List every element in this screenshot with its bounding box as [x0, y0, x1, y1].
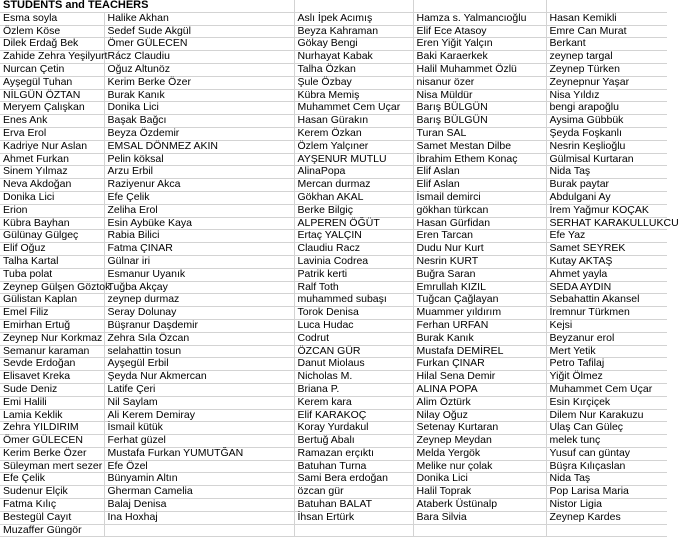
table-row — [0, 204, 667, 217]
cell[interactable]: Eren Tarcan — [413, 230, 546, 243]
cell[interactable]: Kejsi — [546, 319, 667, 332]
table-row — [0, 460, 667, 473]
cell[interactable]: Balaj Denisa — [104, 499, 294, 512]
cell[interactable]: Ahmet Furkan — [0, 153, 104, 166]
cell[interactable] — [294, 0, 413, 12]
cell[interactable]: Talha Kartal — [0, 255, 104, 268]
cell[interactable]: Turan SAL — [413, 127, 546, 140]
cell[interactable]: Nil Saylam — [104, 396, 294, 409]
cell[interactable]: Beyza Özdemir — [104, 127, 294, 140]
cell[interactable]: Elif Aslan — [413, 179, 546, 192]
cell[interactable]: Yusuf can güntay — [546, 447, 667, 460]
cell[interactable]: Şeyda Nur Akmercan — [104, 371, 294, 384]
table-row — [0, 422, 667, 435]
cell[interactable]: Danut Miolaus — [294, 358, 413, 371]
cell[interactable]: Kerem kara — [294, 396, 413, 409]
cell[interactable]: Şeyda Foşkanlı — [546, 127, 667, 140]
cell[interactable]: Emrullah KIZIL — [413, 281, 546, 294]
cell[interactable]: Hasan Kemikli — [546, 12, 667, 25]
cell[interactable]: zeynep durmaz — [104, 294, 294, 307]
cell[interactable]: Sevde Erdoğan — [0, 358, 104, 371]
cell[interactable]: Halil Muhammet Özlü — [413, 63, 546, 76]
table-row — [0, 102, 667, 115]
table-row — [0, 191, 667, 204]
cell[interactable]: ALINA POPA — [413, 383, 546, 396]
cell[interactable]: SERHAT KARAKULLUKCU — [546, 217, 667, 230]
table-row — [0, 396, 667, 409]
cell[interactable]: Muzaffer Güngör — [0, 524, 104, 537]
cell[interactable]: Zeynep Nur Korkmaz — [0, 332, 104, 345]
cell[interactable]: Koray Yurdakul — [294, 422, 413, 435]
cell[interactable]: Kübra Memiş — [294, 89, 413, 102]
cell[interactable]: Zeynep Türken — [546, 63, 667, 76]
table-row — [0, 179, 667, 192]
cell[interactable]: Ömer GÜLECEN — [0, 435, 104, 448]
cell[interactable]: Elif Ece Atasoy — [413, 25, 546, 38]
cell[interactable]: Elif KARAKOÇ — [294, 409, 413, 422]
cell[interactable]: Ferhat güzel — [104, 435, 294, 448]
cell[interactable]: Batuhan BALAT — [294, 499, 413, 512]
cell[interactable] — [546, 0, 667, 12]
table-row — [0, 409, 667, 422]
table-row — [0, 217, 667, 230]
cell[interactable]: melek tunç — [546, 435, 667, 448]
cell[interactable]: Özlem Köse — [0, 25, 104, 38]
cell[interactable]: Hamza s. Yalmancıoğlu — [413, 12, 546, 25]
table-row — [0, 435, 667, 448]
cell[interactable]: Aysima Gübbük — [546, 115, 667, 128]
table-row — [0, 473, 667, 486]
cell[interactable]: Melike nur çolak — [413, 460, 546, 473]
cell[interactable]: Kübra Bayhan — [0, 217, 104, 230]
cell[interactable]: Setenay Kurtaran — [413, 422, 546, 435]
cell[interactable]: Gherman Camelia — [104, 486, 294, 499]
cell[interactable]: Elif Oğuz — [0, 243, 104, 256]
cell[interactable]: Ayşegül Erbil — [104, 358, 294, 371]
cell[interactable]: Ferhan URFAN — [413, 319, 546, 332]
cell[interactable]: SEDA AYDIN — [546, 281, 667, 294]
cell[interactable]: Emirhan Ertuğ — [0, 319, 104, 332]
cell[interactable]: Burak Kanık — [104, 89, 294, 102]
cell[interactable]: AYŞENUR MUTLU — [294, 153, 413, 166]
cell[interactable]: Emi Halili — [0, 396, 104, 409]
cell[interactable]: Dilek Erdağ Bek — [0, 38, 104, 51]
cell[interactable]: Beyzanur erol — [546, 332, 667, 345]
cell[interactable]: Ramazan erçıktı — [294, 447, 413, 460]
cell[interactable]: Hasan Gürakın — [294, 115, 413, 128]
cell[interactable]: Zeynep Kardes — [546, 511, 667, 524]
cell[interactable]: Seray Dolunay — [104, 307, 294, 320]
cell[interactable]: Ataberk Üstünalp — [413, 499, 546, 512]
table-row — [0, 115, 667, 128]
cell[interactable]: Gülmisal Kurtaran — [546, 153, 667, 166]
cell[interactable]: Ahmet yayla — [546, 268, 667, 281]
cell[interactable]: Petro Tafilaj — [546, 358, 667, 371]
cell[interactable]: Donika Lici — [0, 191, 104, 204]
cell[interactable]: Beyza Kahraman — [294, 25, 413, 38]
cell[interactable]: Nida Taş — [546, 166, 667, 179]
cell[interactable]: Nisa Müldür — [413, 89, 546, 102]
sheet-title[interactable]: STUDENTS and TEACHERS — [0, 0, 294, 12]
cell[interactable]: Gökhan AKAL — [294, 191, 413, 204]
cell[interactable]: Hasan Gürfidan — [413, 217, 546, 230]
cell[interactable]: Pop Larisa Maria — [546, 486, 667, 499]
table-row — [0, 332, 667, 345]
cell[interactable]: Sedef Sude Akgül — [104, 25, 294, 38]
table-row — [0, 89, 667, 102]
cell[interactable]: Samet Mestan Dilbe — [413, 140, 546, 153]
cell[interactable]: Nesrin Keşlioğlu — [546, 140, 667, 153]
cell[interactable]: Muhammet Cem Uçar — [294, 102, 413, 115]
cell[interactable]: ÖZCAN GÜR — [294, 345, 413, 358]
cell[interactable]: Efe Özel — [104, 460, 294, 473]
cell[interactable]: Ulaş Can Güleç — [546, 422, 667, 435]
table-row — [0, 307, 667, 320]
cell[interactable]: Dudu Nur Kurt — [413, 243, 546, 256]
cell[interactable]: NİLGÜN ÖZTAN — [0, 89, 104, 102]
cell[interactable]: Nicholas M. — [294, 371, 413, 384]
table-row — [0, 268, 667, 281]
cell[interactable]: Nistor Ligia — [546, 499, 667, 512]
cell[interactable]: Fatma ÇINAR — [104, 243, 294, 256]
cell[interactable]: Burak paytar — [546, 179, 667, 192]
cell[interactable]: Sinem Yılmaz — [0, 166, 104, 179]
cell[interactable]: Büşranur Daşdemir — [104, 319, 294, 332]
cell[interactable]: selahattin tosun — [104, 345, 294, 358]
cell[interactable]: Sami Bera erdoğan — [294, 473, 413, 486]
cell[interactable]: İsmail demirci — [413, 191, 546, 204]
table-row — [0, 63, 667, 76]
cell[interactable] — [546, 524, 667, 537]
cell[interactable]: Şule Özbay — [294, 76, 413, 89]
cell[interactable]: Tuba polat — [0, 268, 104, 281]
cell[interactable]: Erva Erol — [0, 127, 104, 140]
cell[interactable]: Nisa Yıldız — [546, 89, 667, 102]
cell[interactable]: Kutay AKTAŞ — [546, 255, 667, 268]
cell[interactable]: İhsan Ertürk — [294, 511, 413, 524]
cell[interactable]: Efe Çelik — [104, 191, 294, 204]
cell[interactable]: Sudenur Elçik — [0, 486, 104, 499]
cell[interactable]: Bünyamin Altın — [104, 473, 294, 486]
cell[interactable]: Nurhayat Kabak — [294, 51, 413, 64]
cell[interactable]: Halike Akhan — [104, 12, 294, 25]
table-row — [0, 255, 667, 268]
table-row — [0, 319, 667, 332]
table-row — [0, 166, 667, 179]
cell[interactable]: Başak Bağcı — [104, 115, 294, 128]
cell[interactable]: Gökay Bengi — [294, 38, 413, 51]
cell[interactable]: Enes Ank — [0, 115, 104, 128]
cell[interactable]: Bertuğ Abalı — [294, 435, 413, 448]
table-row — [0, 127, 667, 140]
cell[interactable]: gökhan türkcan — [413, 204, 546, 217]
cell[interactable]: Mert Yetik — [546, 345, 667, 358]
cell[interactable]: Barış BÜLGÜN — [413, 102, 546, 115]
table-row — [0, 358, 667, 371]
cell[interactable]: Berke Bilgiç — [294, 204, 413, 217]
title-row — [0, 0, 667, 12]
cell[interactable]: Zehra YILDIRIM — [0, 422, 104, 435]
cell[interactable]: İbrahim Ethem Konaç — [413, 153, 546, 166]
table-row — [0, 76, 667, 89]
cell[interactable]: Elisavet Kreka — [0, 371, 104, 384]
cell[interactable]: Dilem Nur Karakuzu — [546, 409, 667, 422]
cell[interactable]: Barış BÜLGÜN — [413, 115, 546, 128]
cell[interactable]: İremnur Türkmen — [546, 307, 667, 320]
cell[interactable] — [413, 0, 546, 12]
cell[interactable]: Emel Filiz — [0, 307, 104, 320]
table-row — [0, 294, 667, 307]
cell[interactable]: Abdulgani Ay — [546, 191, 667, 204]
cell[interactable]: Zahide Zehra Yeşilyurt — [0, 51, 104, 64]
table-row — [0, 383, 667, 396]
cell[interactable]: Samet SEYREK — [546, 243, 667, 256]
cell[interactable]: bengi arapoğlu — [546, 102, 667, 115]
cell[interactable]: özcan gür — [294, 486, 413, 499]
table-row — [0, 230, 667, 243]
cell[interactable]: Oğuz Altunöz — [104, 63, 294, 76]
table-row — [0, 140, 667, 153]
cell[interactable]: İrem Yağmur KOÇAK — [546, 204, 667, 217]
cell[interactable]: Patrik kerti — [294, 268, 413, 281]
cell[interactable]: Halil Toprak — [413, 486, 546, 499]
cell[interactable]: Gülnar iri — [104, 255, 294, 268]
cell[interactable]: Rabia Bilici — [104, 230, 294, 243]
table-row — [0, 524, 667, 537]
cell[interactable]: Ayşegül Tuhan — [0, 76, 104, 89]
cell[interactable]: Özlem Yalçıner — [294, 140, 413, 153]
cell[interactable]: Süleyman mert sezer — [0, 460, 104, 473]
cell[interactable]: Alim Öztürk — [413, 396, 546, 409]
cell[interactable]: AlinaPopa — [294, 166, 413, 179]
table-row — [0, 345, 667, 358]
table-row — [0, 38, 667, 51]
cell[interactable]: Kerem Özkan — [294, 127, 413, 140]
cell[interactable]: Mustafa Furkan YUMUTĞAN — [104, 447, 294, 460]
cell[interactable]: Nilay Oğuz — [413, 409, 546, 422]
table-row — [0, 25, 667, 38]
table-row — [0, 447, 667, 460]
cell[interactable]: Batuhan Turna — [294, 460, 413, 473]
cell[interactable]: Mercan durmaz — [294, 179, 413, 192]
cell[interactable]: Eren Yiğit Yalçın — [413, 38, 546, 51]
cell[interactable]: Büşra Kılıçaslan — [546, 460, 667, 473]
cell[interactable]: Mustafa DEMİREL — [413, 345, 546, 358]
cell[interactable]: Sude Deniz — [0, 383, 104, 396]
cell[interactable]: Muammer yıldırım — [413, 307, 546, 320]
cell[interactable]: Nesrin KURT — [413, 255, 546, 268]
cell[interactable]: Briana P. — [294, 383, 413, 396]
table-row — [0, 511, 667, 524]
cell[interactable]: Esma soyla — [0, 12, 104, 25]
cell[interactable]: Lamia Keklik — [0, 409, 104, 422]
cell[interactable]: Hilal Sena Demir — [413, 371, 546, 384]
cell[interactable]: Codrut — [294, 332, 413, 345]
cell[interactable]: Zeynep Meydan — [413, 435, 546, 448]
cell[interactable]: nisanur özer — [413, 76, 546, 89]
table-row — [0, 486, 667, 499]
cell[interactable]: EMSAL DÖNMEZ AKIN — [104, 140, 294, 153]
cell[interactable]: Esin Kırçiçek — [546, 396, 667, 409]
cell[interactable]: Buğra Saran — [413, 268, 546, 281]
table-row — [0, 499, 667, 512]
cell[interactable]: Tuğcan Çağlayan — [413, 294, 546, 307]
cell[interactable]: Esin Aybüke Kaya — [104, 217, 294, 230]
cell[interactable]: Esmanur Uyanık — [104, 268, 294, 281]
cell[interactable]: Elif Aslan — [413, 166, 546, 179]
cell[interactable]: Ömer GÜLECEN — [104, 38, 294, 51]
cell[interactable]: Bara Silvia — [413, 511, 546, 524]
cell[interactable]: Furkan ÇINAR — [413, 358, 546, 371]
cell[interactable]: zeynep targal — [546, 51, 667, 64]
cell[interactable]: Tuğba Akçay — [104, 281, 294, 294]
cell[interactable]: Ralf Toth — [294, 281, 413, 294]
cell[interactable]: muhammed subaşı — [294, 294, 413, 307]
cell[interactable]: Zeynep Gülşen Göztok — [0, 281, 104, 294]
cell[interactable]: Lavinia Codrea — [294, 255, 413, 268]
cell[interactable]: Nida Taş — [546, 473, 667, 486]
cell[interactable]: Ertaç YALÇIN — [294, 230, 413, 243]
cell[interactable]: Baki Karaerkek — [413, 51, 546, 64]
cell[interactable]: Talha Özkan — [294, 63, 413, 76]
cell[interactable]: Berkant — [546, 38, 667, 51]
cell[interactable]: Meryem Çalışkan — [0, 102, 104, 115]
cell[interactable]: Efe Yaz — [546, 230, 667, 243]
cell[interactable]: Bestegül Cayıt — [0, 511, 104, 524]
cell[interactable]: Luca Hudac — [294, 319, 413, 332]
cell[interactable]: Kadriye Nur Aslan — [0, 140, 104, 153]
cell[interactable]: Zeynepnur Yaşar — [546, 76, 667, 89]
cell[interactable]: Kerim Berke Özer — [104, 76, 294, 89]
cell[interactable]: Erion — [0, 204, 104, 217]
cell[interactable]: Muhammet Cem Uçar — [546, 383, 667, 396]
cell[interactable]: Melda Yergök — [413, 447, 546, 460]
cell[interactable] — [294, 524, 413, 537]
cell[interactable]: İsmail kütük — [104, 422, 294, 435]
cell[interactable]: Donika Lici — [413, 473, 546, 486]
cell[interactable] — [413, 524, 546, 537]
cell[interactable]: Gülünay Gülgeç — [0, 230, 104, 243]
cell[interactable]: Pelin köksal — [104, 153, 294, 166]
cell[interactable]: Yiğit Ölmez — [546, 371, 667, 384]
cell[interactable]: Sebahattin Akansel — [546, 294, 667, 307]
cell[interactable]: ALPEREN ÖĞÜT — [294, 217, 413, 230]
cell[interactable]: Semanur karaman — [0, 345, 104, 358]
cell[interactable] — [104, 524, 294, 537]
cell[interactable]: Neva Akdoğan — [0, 179, 104, 192]
cell[interactable]: Aslı İpek Acımış — [294, 12, 413, 25]
table-row — [0, 153, 667, 166]
cell[interactable]: Rácz Claudiu — [104, 51, 294, 64]
table-row — [0, 281, 667, 294]
cell[interactable]: Fatma Kılıç — [0, 499, 104, 512]
cell[interactable]: Arzu Erbil — [104, 166, 294, 179]
table-row — [0, 12, 667, 25]
table-row — [0, 243, 667, 256]
cell[interactable]: Ali Kerem Demiray — [104, 409, 294, 422]
cell[interactable]: Zehra Sıla Özcan — [104, 332, 294, 345]
cell[interactable]: Efe Çelik — [0, 473, 104, 486]
cell[interactable]: Donika Lici — [104, 102, 294, 115]
cell[interactable]: Raziyenur Akca — [104, 179, 294, 192]
table-row — [0, 371, 667, 384]
cell[interactable]: Zeliha Erol — [104, 204, 294, 217]
cell[interactable]: Claudiu Racz — [294, 243, 413, 256]
cell[interactable]: Emre Can Murat — [546, 25, 667, 38]
table-row — [0, 51, 667, 64]
cell[interactable]: Nurcan Çetin — [0, 63, 104, 76]
cell[interactable]: Ina Hoxhaj — [104, 511, 294, 524]
cell[interactable]: Latife Çeri — [104, 383, 294, 396]
cell[interactable]: Torok Denisa — [294, 307, 413, 320]
cell[interactable]: Gülistan Kaplan — [0, 294, 104, 307]
cell[interactable]: Burak Kanık — [413, 332, 546, 345]
cell[interactable]: Kerim Berke Özer — [0, 447, 104, 460]
